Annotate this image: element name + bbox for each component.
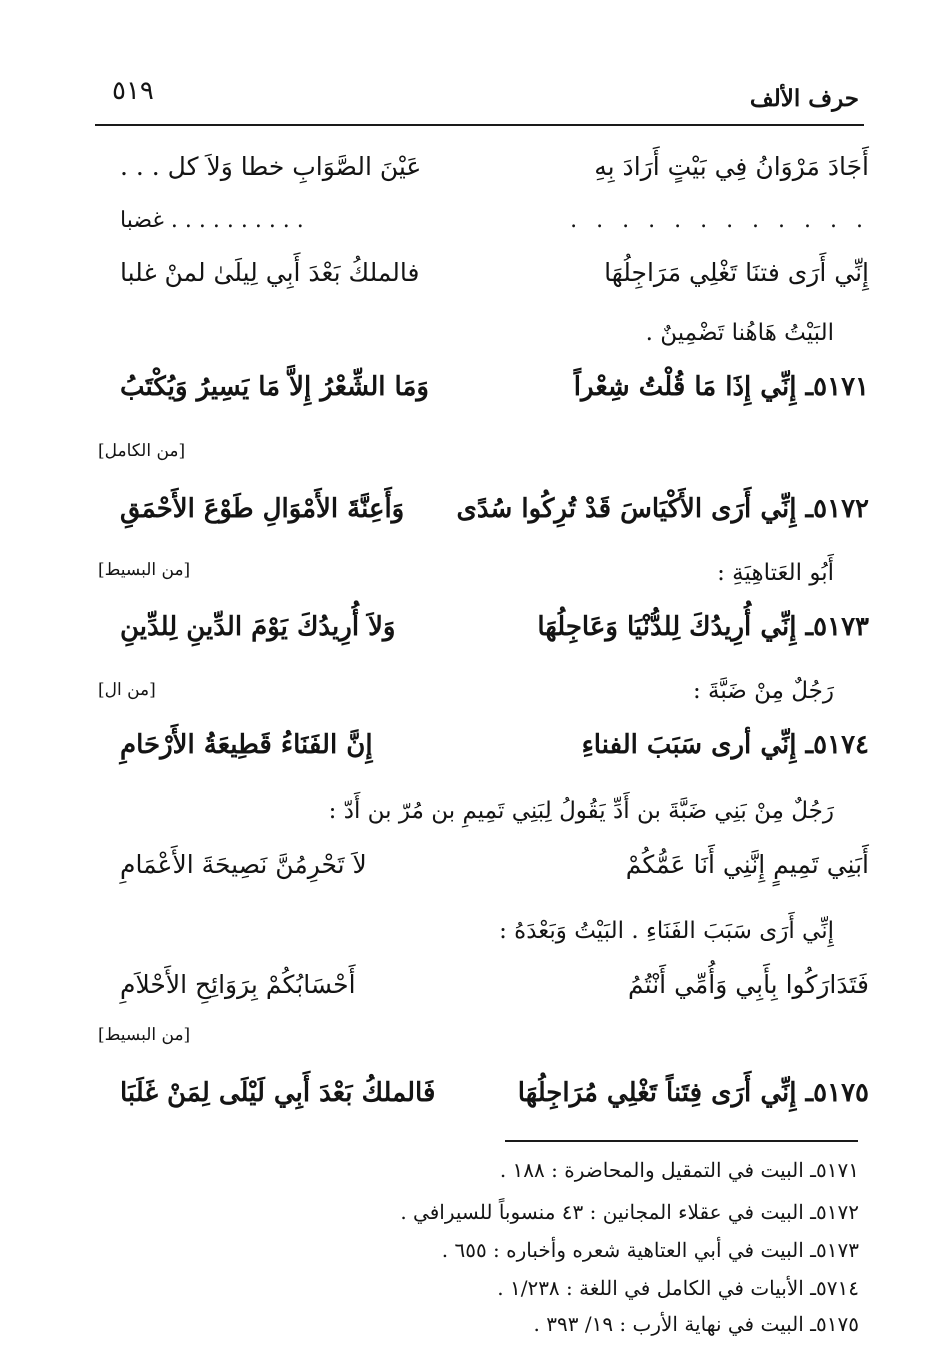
verse-first-hemistich: ٥١٧٤ـ إِنِّي أرى سَبَبَ الفناءِ — [581, 730, 869, 760]
verse-second-hemistich: وَمَا الشِّعْرُ إِلاَّ مَا يَسِيرُ وَيُكْتَبُ — [120, 372, 429, 402]
commentary-text: إِنِّي أَرَى سَبَبَ الفَنَاءِ . البَيْتُ وَبَعْدَهُ : — [499, 918, 834, 944]
verse-second-hemistich: وَلاَ أُرِيدُكَ يَوْمَ الدِّينِ لِلدِّينِ — [120, 612, 396, 642]
verse-line-lacuna — [110, 208, 869, 252]
numbered-verse-5174 — [110, 730, 869, 774]
verse-second-hemistich: . . . . . . . . . . غضبا — [120, 208, 304, 233]
poet-name: رَجُلٌ مِنْ ضَبَّةَ : — [692, 678, 834, 704]
verse-number: ٥١٧١ـ — [805, 372, 869, 402]
footnote: ٥١٧١ـ البيت في التمقيل والمحاضرة : ١٨٨ . — [499, 1158, 859, 1182]
running-title: حرف الألف — [749, 85, 859, 112]
numbered-verse-5173 — [110, 612, 869, 656]
verse-number: ٥١٧٢ـ — [805, 494, 869, 524]
header-rule — [95, 124, 864, 126]
meter-label: [من الكامل] — [98, 441, 186, 461]
verse-first-hemistich: ٥١٧٢ـ إِنِّي أَرَى الأَكْيَاسَ قَدْ تُرِكُوا سُدًى — [456, 494, 869, 524]
verse-second-hemistich: عَيْنَ الصَّوَابِ خطا وَلاَ كل . . . — [120, 152, 422, 181]
footnote: ٥٧١٤ـ الأبيات في الكامل في اللغة : ١/٢٣٨ . — [497, 1276, 859, 1300]
verse-line — [110, 258, 869, 302]
verse-first-hemistich: أَجَادَ مَرْوَانُ فِي بَيْتٍ أَرَادَ بِهِ — [594, 152, 869, 181]
page-number: ٥١٩ — [112, 76, 154, 106]
verse-second-hemistich: لاَ تَحْرِمُنَّ نَصِيحَةَ الأَعْمَامِ — [120, 850, 367, 879]
verse-first-hemistich: إِنِّي أَرَى فتنَا تَغْلِي مَرَاجِلُهَا — [604, 258, 869, 287]
verse-first-hemistich: ٥١٧٣ـ إِنِّي أُرِيدُكَ لِلدُّنْيَا وَعَاجِلُهَا — [537, 612, 869, 642]
verse-number: ٥١٧٤ـ — [805, 730, 869, 760]
verse-line — [110, 152, 869, 196]
footnote: ٥١٧٣ـ البيت في أبي العتاهية شعره وأخباره : ٦٥٥ . — [441, 1238, 859, 1262]
meter-label: [من ال] — [98, 680, 156, 700]
verse-second-hemistich: وَأَعِنَّةَ الأَمْوَالِ طَوْعَ الأَحْمَقِ — [120, 494, 405, 524]
commentary-text: رَجُلٌ مِنْ بَنِي ضَبَّةَ بن أَدِّ يَقُولُ لِبَنِي تَمِيمِ بن مُرّ بن أَدّ : — [328, 798, 834, 824]
verse-second-hemistich: أَحْسَابُكُمْ بِرَوَائِحِ الأَحْلاَمِ — [120, 970, 356, 999]
footnote: ٥١٧٥ـ البيت في نهاية الأرب : ١٩/ ٣٩٣ . — [533, 1312, 859, 1336]
verse-line — [110, 970, 869, 1014]
numbered-verse-5172 — [110, 494, 869, 538]
meter-label: [من البسيط] — [98, 1025, 191, 1045]
verse-second-hemistich: فَالملكُ بَعْدَ أَبِي لَيْلَى لِمَنْ غَلَبَا — [120, 1078, 436, 1108]
footnote-rule — [505, 1140, 858, 1142]
footnote: ٥١٧٢ـ البيت في عقلاء المجانين : ٤٣ منسوباً للسيرافي . — [400, 1200, 859, 1224]
verse-second-hemistich: فالملكُ بَعْدَ أَبِي لِيلَىٰ لمنْ غلبا — [120, 258, 420, 287]
meter-label: [من البسيط] — [98, 560, 191, 580]
verse-line — [110, 850, 869, 894]
verse-first-hemistich: . . . . . . . . . . . . — [570, 208, 869, 233]
numbered-verse-5175 — [110, 1078, 869, 1122]
verse-first-hemistich: أَبَنِي تَمِيمٍ إِنَّنِي أَنَا عَمُّكُمْ — [625, 850, 869, 879]
verse-number: ٥١٧٣ـ — [805, 612, 869, 642]
poet-name: أَبُو العَتاهِيَةِ : — [717, 560, 834, 586]
verse-first-hemistich: ٥١٧٥ـ إِنِّي أَرَى فِتَناً تَغْلِي مُرَاجِلُهَا — [517, 1078, 869, 1108]
verse-second-hemistich: إِنَّ الفَنَاءُ قَطِيعَةُ الأَرْحَامِ — [120, 730, 373, 760]
commentary-text: البَيْتُ هَاهُنا تَضْمِينٌ . — [645, 320, 834, 346]
verse-number: ٥١٧٥ـ — [805, 1078, 869, 1108]
numbered-verse-5171 — [110, 372, 869, 416]
verse-first-hemistich: فَتَدَارَكُوا بِأَبِي وَأُمِّي أَنْتُمُ — [628, 970, 869, 999]
verse-first-hemistich: ٥١٧١ـ إِنِّي إِذَا مَا قُلْتُ شِعْراً — [573, 372, 869, 402]
